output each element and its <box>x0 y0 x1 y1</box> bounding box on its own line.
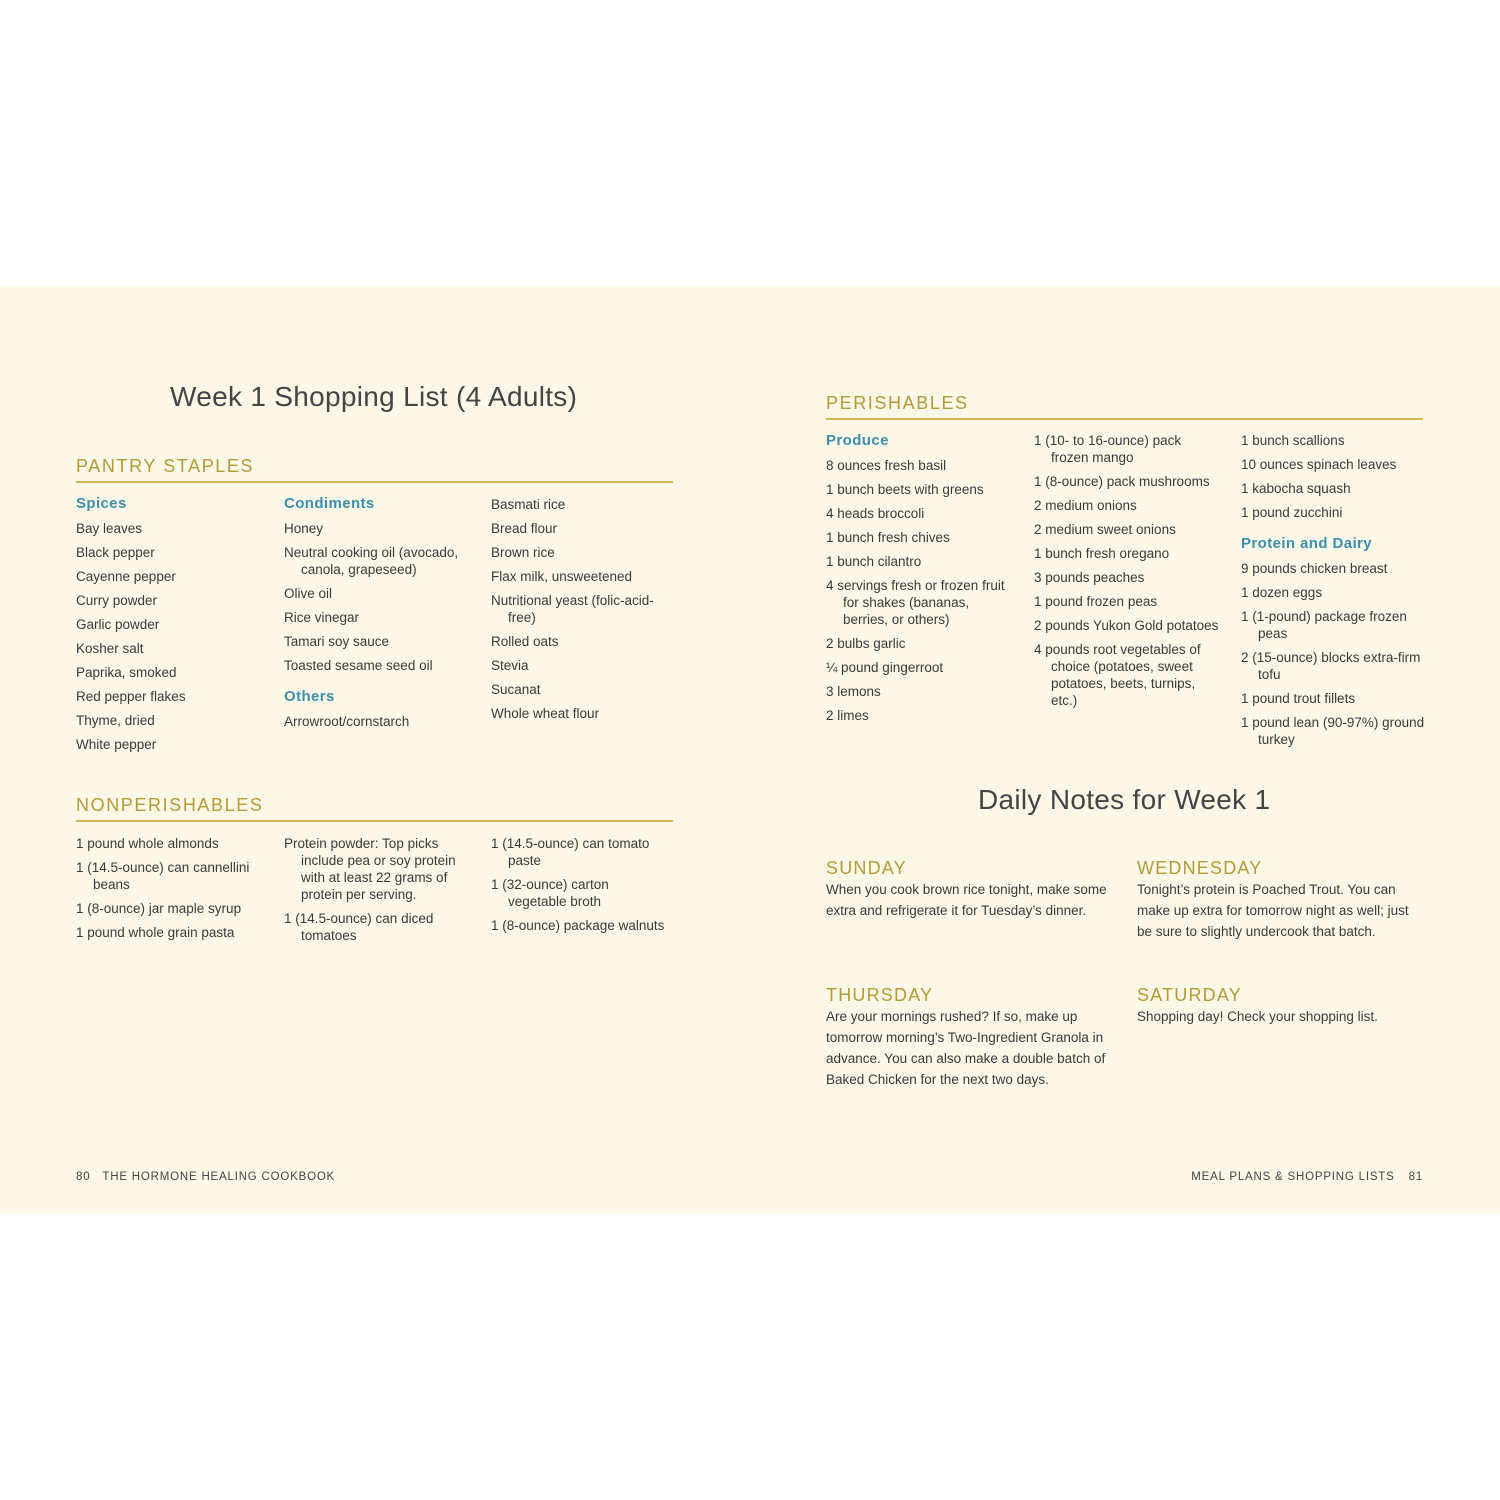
saturday-heading: SATURDAY <box>1137 985 1242 1005</box>
list-item: 2 medium onions <box>1034 498 1137 513</box>
list-item: Whole wheat flour <box>491 706 600 721</box>
list-item: Honey <box>284 521 324 536</box>
list-item: Thyme, dried <box>76 713 155 728</box>
saturday-note <box>1137 985 1427 1027</box>
list-item: Garlic powder <box>76 617 160 632</box>
list-item: 2 medium sweet onions <box>1034 522 1176 537</box>
list-item: 1 pound lean (90-97%) ground turkey <box>1241 715 1425 747</box>
sunday-note <box>826 858 1116 921</box>
condiments-column <box>284 495 469 737</box>
wednesday-note <box>1137 858 1427 942</box>
running-head: THE HORMONE HEALING COOKBOOK <box>102 1171 336 1183</box>
list-item: 1 (14.5-ounce) can tomato paste <box>491 836 650 868</box>
produce-heading: Produce <box>826 432 889 449</box>
list-item: Tamari soy sauce <box>284 634 390 649</box>
nonperishables-column-1 <box>76 835 266 948</box>
list-item: 1 pound whole grain pasta <box>76 925 235 940</box>
condiments-list <box>284 520 469 674</box>
list-item: Cayenne pepper <box>76 569 176 584</box>
list-item: 1 bunch scallions <box>1241 433 1345 448</box>
list-item: 1 bunch fresh chives <box>826 530 950 545</box>
list-item: 9 pounds chicken breast <box>1241 561 1388 576</box>
produce-list-2 <box>1034 432 1219 709</box>
list-item: 1 pound frozen peas <box>1034 594 1158 609</box>
list-item: Basmati rice <box>491 497 566 512</box>
right-footer <box>1191 1171 1423 1183</box>
wednesday-text: Tonight’s protein is Poached Trout. You can make up extra for tomorrow night as well; just be sure to slightly undercook that batch. <box>1137 882 1409 939</box>
list-item: Neutral cooking oil (avocado, canola, grapeseed) <box>284 545 459 577</box>
nonperishables-rule <box>76 820 673 822</box>
nonperishables-heading: NONPERISHABLES <box>76 795 264 815</box>
grains-list <box>491 496 671 722</box>
pantry-staples-heading: PANTRY STAPLES <box>76 456 255 476</box>
protein-dairy-list <box>1241 560 1426 748</box>
list-item: Rolled oats <box>491 634 559 649</box>
produce-column-3 <box>1241 432 1426 755</box>
page-number: 81 <box>1408 1171 1423 1183</box>
wednesday-heading: WEDNESDAY <box>1137 858 1263 878</box>
list-item: Red pepper flakes <box>76 689 186 704</box>
list-item: Olive oil <box>284 586 333 601</box>
list-item: 1 bunch beets with greens <box>826 482 984 497</box>
list-item: 1 kabocha squash <box>1241 481 1351 496</box>
page-number: 80 <box>76 1171 91 1183</box>
nonperishables-list-2 <box>284 835 469 944</box>
running-head: MEAL PLANS & SHOPPING LISTS <box>1191 1171 1395 1183</box>
list-item: 4 servings fresh or frozen fruit for shakes (bananas, berries, or others) <box>826 578 1005 627</box>
list-item: Nutritional yeast (folic-acid-free) <box>491 593 654 625</box>
list-item: 1 (8-ounce) package walnuts <box>491 918 665 933</box>
list-item: Arrowroot/cornstarch <box>284 714 410 729</box>
list-item: ¼ pound gingerroot <box>826 660 944 675</box>
list-item: 1 bunch fresh oregano <box>1034 546 1170 561</box>
list-item: 1 (10- to 16-ounce) pack frozen mango <box>1034 433 1182 465</box>
nonperishables-column-3 <box>491 835 671 941</box>
list-item: 1 (14.5-ounce) can diced tomatoes <box>284 911 434 943</box>
list-item: Curry powder <box>76 593 158 608</box>
list-item: 1 (8-ounce) pack mushrooms <box>1034 474 1210 489</box>
list-item: Sucanat <box>491 682 541 697</box>
list-item: 1 (8-ounce) jar maple syrup <box>76 901 242 916</box>
list-item: 3 pounds peaches <box>1034 570 1145 585</box>
spices-column <box>76 495 266 760</box>
list-item: 4 pounds root vegetables of choice (potatoes, sweet potatoes, beets, turnips, etc.) <box>1034 642 1201 708</box>
list-item: 2 bulbs garlic <box>826 636 906 651</box>
list-item: Brown rice <box>491 545 555 560</box>
list-item: White pepper <box>76 737 157 752</box>
produce-list-1 <box>826 457 1011 724</box>
list-item: 1 pound zucchini <box>1241 505 1343 520</box>
list-item: Bay leaves <box>76 521 143 536</box>
produce-column-1 <box>826 432 1011 731</box>
perishables-heading: PERISHABLES <box>826 393 969 413</box>
list-item: 8 ounces fresh basil <box>826 458 947 473</box>
spices-heading: Spices <box>76 495 127 512</box>
shopping-list-title: Week 1 Shopping List (4 Adults) <box>170 381 578 412</box>
list-item: Bread flour <box>491 521 558 536</box>
others-heading: Others <box>284 688 335 705</box>
pantry-staples-rule <box>76 481 673 483</box>
spices-list <box>76 520 266 753</box>
thursday-text: Are your mornings rushed? If so, make up tomorrow morning’s Two-Ingredient Granola in advance. You can also make a double batch of Baked Chicken for the next two days. <box>826 1009 1106 1087</box>
list-item: 1 (1-pound) package frozen peas <box>1241 609 1407 641</box>
list-item: 3 lemons <box>826 684 881 699</box>
list-item: Flax milk, unsweetened <box>491 569 633 584</box>
perishables-rule <box>826 418 1423 420</box>
list-item: 10 ounces spinach leaves <box>1241 457 1397 472</box>
nonperishables-list-1 <box>76 835 266 941</box>
list-item: 2 limes <box>826 708 869 723</box>
nonperishables-list-3 <box>491 835 671 934</box>
list-item: Toasted sesame seed oil <box>284 658 433 673</box>
others-list <box>284 713 469 730</box>
list-item: 2 (15-ounce) blocks extra-firm tofu <box>1241 650 1421 682</box>
thursday-note <box>826 985 1118 1090</box>
left-footer <box>76 1171 335 1183</box>
grains-column <box>491 496 671 729</box>
list-item: Stevia <box>491 658 529 673</box>
thursday-heading: THURSDAY <box>826 985 934 1005</box>
daily-notes-title: Daily Notes for Week 1 <box>978 784 1271 815</box>
list-item: 1 (32-ounce) carton vegetable broth <box>491 877 609 909</box>
list-item: Protein powder: Top picks include pea or soy protein with at least 22 grams of protein per serving. <box>284 836 456 902</box>
list-item: 1 pound trout fillets <box>1241 691 1356 706</box>
list-item: Rice vinegar <box>284 610 360 625</box>
condiments-heading: Condiments <box>284 495 375 512</box>
list-item: 1 (14.5-ounce) can cannellini beans <box>76 860 250 892</box>
list-item: 4 heads broccoli <box>826 506 925 521</box>
sunday-heading: SUNDAY <box>826 858 907 878</box>
list-item: 1 dozen eggs <box>1241 585 1323 600</box>
list-item: 2 pounds Yukon Gold potatoes <box>1034 618 1219 633</box>
nonperishables-column-2 <box>284 835 469 951</box>
list-item: Black pepper <box>76 545 155 560</box>
protein-dairy-heading: Protein and Dairy <box>1241 535 1372 552</box>
sunday-text: When you cook brown rice tonight, make some extra and refrigerate it for Tuesday’s dinner. <box>826 882 1107 918</box>
list-item: 1 bunch cilantro <box>826 554 922 569</box>
list-item: 1 pound whole almonds <box>76 836 219 851</box>
list-item: Kosher salt <box>76 641 144 656</box>
produce-column-2 <box>1034 432 1219 716</box>
list-item: Paprika, smoked <box>76 665 177 680</box>
saturday-text: Shopping day! Check your shopping list. <box>1137 1009 1378 1024</box>
produce-list-3 <box>1241 432 1426 521</box>
